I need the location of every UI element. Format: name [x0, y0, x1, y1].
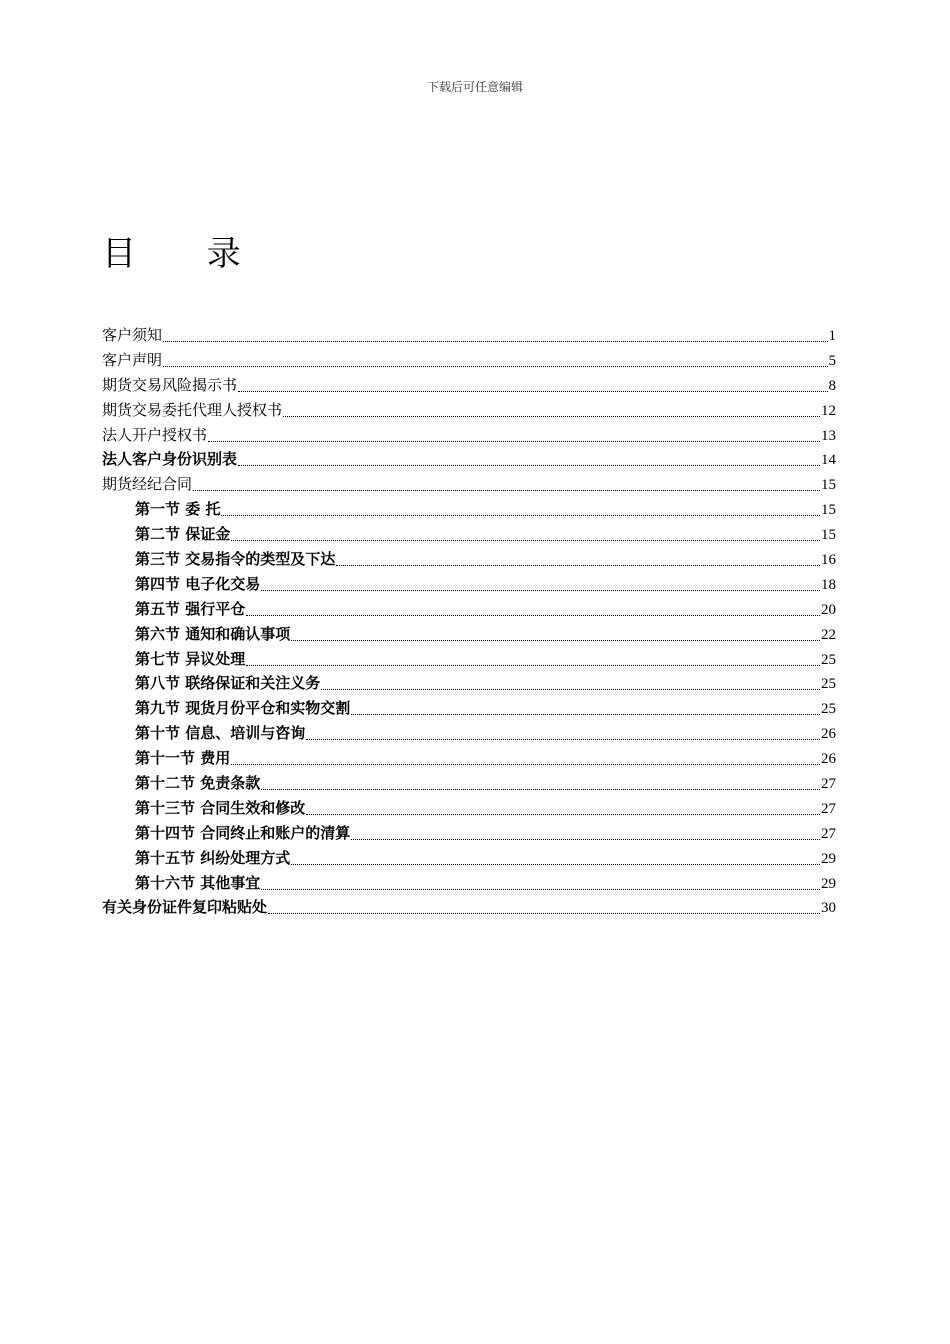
- toc-dot-leader: [261, 575, 820, 591]
- toc-entry[interactable]: [102, 721, 836, 746]
- toc-entry-page-number: 25: [821, 651, 836, 668]
- toc-entry-page-number: 15: [821, 527, 836, 544]
- toc-dot-leader: [268, 898, 820, 914]
- toc-entry-label: 第十六节 其他事宜: [135, 873, 261, 892]
- toc-entry-page-number: 20: [821, 601, 836, 618]
- toc-entry-page-number: 8: [828, 377, 836, 394]
- toc-dot-leader: [336, 550, 820, 566]
- toc-dot-leader: [261, 874, 820, 890]
- toc-entry-label: 第一节 委 托: [135, 500, 221, 519]
- toc-dot-leader: [306, 799, 820, 815]
- toc-dot-leader: [238, 376, 827, 392]
- toc-entry[interactable]: [102, 447, 836, 472]
- toc-entry-label: 期货交易风险揭示书: [102, 375, 238, 394]
- toc-entry[interactable]: [102, 398, 836, 423]
- toc-entry[interactable]: [102, 522, 836, 547]
- toc-entry[interactable]: [102, 746, 836, 771]
- toc-entry-label: 期货交易委托代理人授权书: [102, 400, 283, 419]
- toc-entry-label: 客户声明: [102, 350, 163, 369]
- toc-dot-leader: [163, 351, 827, 367]
- toc-dot-leader: [306, 724, 820, 740]
- toc-dot-leader: [283, 401, 820, 417]
- toc-entry[interactable]: [102, 696, 836, 721]
- toc-title: 目 录: [102, 234, 271, 274]
- toc-entry-label: 第十节 信息、培训与咨询: [135, 724, 306, 743]
- toc-dot-leader: [246, 650, 820, 666]
- toc-entry-page-number: 27: [821, 776, 836, 793]
- toc-entry[interactable]: [102, 348, 836, 373]
- toc-entry-label: 第六节 通知和确认事项: [135, 624, 291, 643]
- toc-dot-leader: [261, 774, 820, 790]
- toc-entry-page-number: 29: [821, 875, 836, 892]
- toc-entry[interactable]: [102, 497, 836, 522]
- toc-dot-leader: [163, 326, 827, 342]
- toc-entry-label: 第九节 现货月份平仓和实物交割: [135, 699, 351, 718]
- toc-entry-page-number: 27: [821, 800, 836, 817]
- toc-entry-label: 第十三节 合同生效和修改: [135, 798, 306, 817]
- toc-entry-page-number: 26: [821, 726, 836, 743]
- toc-entry-page-number: 25: [821, 701, 836, 718]
- toc-dot-leader: [246, 600, 820, 616]
- table-of-contents: [102, 323, 836, 920]
- toc-entry[interactable]: [102, 622, 836, 647]
- toc-entry-page-number: 15: [821, 502, 836, 519]
- toc-entry-page-number: 5: [828, 352, 836, 369]
- toc-dot-leader: [291, 625, 820, 641]
- toc-entry-label: 第十五节 纠纷处理方式: [135, 848, 291, 867]
- toc-entry[interactable]: [102, 796, 836, 821]
- toc-entry[interactable]: [102, 472, 836, 497]
- toc-entry[interactable]: [102, 821, 836, 846]
- toc-entry-page-number: 22: [821, 626, 836, 643]
- toc-entry-page-number: 16: [821, 552, 836, 569]
- page-header: 下载后可任意编辑: [426, 80, 523, 94]
- toc-entry-page-number: 25: [821, 676, 836, 693]
- toc-dot-leader: [231, 749, 820, 765]
- toc-entry-label: 法人客户身份识别表: [102, 450, 238, 469]
- toc-entry[interactable]: [102, 647, 836, 672]
- toc-entry[interactable]: [102, 597, 836, 622]
- toc-entry-label: 客户须知: [102, 326, 163, 344]
- toc-entry[interactable]: [102, 373, 836, 398]
- toc-entry-label: 第三节 交易指令的类型及下达: [135, 550, 336, 569]
- toc-entry[interactable]: [102, 323, 836, 348]
- toc-entry-page-number: 15: [821, 477, 836, 494]
- toc-entry-label: 有关身份证件复印粘贴处: [102, 898, 268, 917]
- toc-dot-leader: [291, 849, 820, 865]
- toc-dot-leader: [193, 475, 820, 491]
- toc-entry-label: 第十一节 费用: [135, 749, 231, 768]
- toc-entry-page-number: 26: [821, 751, 836, 768]
- toc-entry[interactable]: [102, 547, 836, 572]
- toc-dot-leader: [238, 450, 820, 466]
- toc-dot-leader: [351, 824, 820, 840]
- toc-entry[interactable]: [102, 771, 836, 796]
- toc-entry[interactable]: [102, 846, 836, 871]
- toc-entry-page-number: 1: [828, 328, 836, 344]
- toc-entry[interactable]: [102, 423, 836, 448]
- toc-dot-leader: [221, 500, 820, 516]
- toc-dot-leader: [351, 699, 820, 715]
- toc-entry-label: 第七节 异议处理: [135, 649, 246, 668]
- toc-entry-page-number: 14: [821, 452, 836, 469]
- toc-entry-page-number: 27: [821, 825, 836, 842]
- toc-entry-page-number: 12: [821, 402, 836, 419]
- toc-entry-label: 第四节 电子化交易: [135, 574, 261, 593]
- toc-entry-page-number: 30: [821, 900, 836, 917]
- toc-dot-leader: [231, 525, 820, 541]
- toc-entry-page-number: 13: [821, 427, 836, 444]
- toc-entry[interactable]: [102, 895, 836, 920]
- toc-entry-label: 第二节 保证金: [135, 525, 231, 544]
- toc-entry[interactable]: [102, 871, 836, 896]
- toc-dot-leader: [321, 674, 820, 690]
- toc-entry-page-number: 18: [821, 576, 836, 593]
- toc-entry[interactable]: [102, 671, 836, 696]
- toc-entry-label: 第八节 联络保证和关注义务: [135, 674, 321, 693]
- toc-entry[interactable]: [102, 572, 836, 597]
- toc-entry-label: 期货经纪合同: [102, 475, 193, 494]
- toc-entry-label: 第十二节 免责条款: [135, 774, 261, 793]
- toc-dot-leader: [208, 426, 820, 442]
- toc-entry-label: 第五节 强行平仓: [135, 599, 246, 618]
- toc-entry-label: 第十四节 合同终止和账户的清算: [135, 823, 351, 842]
- toc-entry-page-number: 29: [821, 850, 836, 867]
- toc-entry-label: 法人开户授权书: [102, 425, 208, 444]
